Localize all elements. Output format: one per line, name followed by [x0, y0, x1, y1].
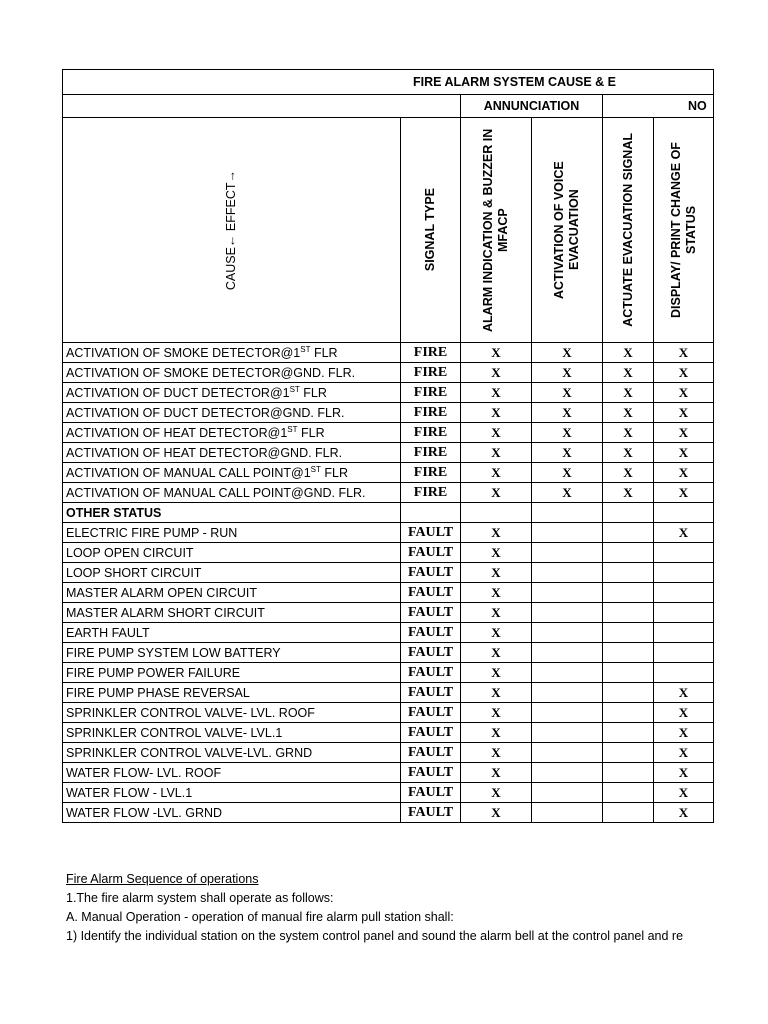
voice-evacuation-cell: X: [532, 443, 603, 463]
signal-type-cell: FAULT: [401, 763, 461, 783]
voice-evacuation-cell: [532, 523, 603, 543]
display-print-cell: X: [654, 523, 714, 543]
cause-cell: [63, 563, 401, 583]
evacuation-signal-cell: [603, 803, 654, 823]
evacuation-signal-cell: X: [603, 363, 654, 383]
cause-text: FIRE PUMP PHASE REVERSAL: [66, 685, 250, 700]
voice-evacuation-cell: [532, 703, 603, 723]
alarm-indication-cell: X: [461, 683, 532, 703]
cause-text: WATER FLOW- LVL. ROOF: [66, 765, 222, 780]
voice-evacuation-cell: [532, 683, 603, 703]
signal-type-cell: FAULT: [401, 543, 461, 563]
table-row: [63, 403, 714, 423]
evacuation-signal-cell: [603, 783, 654, 803]
table-row: [63, 343, 714, 363]
group-blank-cell: [63, 95, 461, 118]
evacuation-signal-cell: [603, 763, 654, 783]
display-print-cell: X: [654, 703, 714, 723]
voice-evacuation-cell: X: [532, 363, 603, 383]
cause-text: FIRE PUMP SYSTEM LOW BATTERY: [66, 645, 281, 660]
alarm-indication-cell: X: [461, 743, 532, 763]
table-row: [63, 563, 714, 583]
alarm-indication-cell: X: [461, 663, 532, 683]
table-row: [63, 603, 714, 623]
table-row: [63, 503, 714, 523]
voice-evacuation-cell: [532, 503, 603, 523]
matrix-title-cell: [63, 70, 714, 95]
notes-section: [66, 870, 683, 946]
signal-type-cell: FAULT: [401, 623, 461, 643]
header-display-print: [654, 118, 714, 343]
header-signal-type: [401, 118, 461, 343]
signal-type-cell: FAULT: [401, 603, 461, 623]
cause-suffix: FLR: [299, 385, 327, 400]
display-print-cell: [654, 503, 714, 523]
table-row: [63, 803, 714, 823]
alarm-indication-cell: X: [461, 543, 532, 563]
evacuation-signal-cell: X: [603, 403, 654, 423]
signal-type-label: SIGNAL TYPE: [423, 188, 437, 272]
table-row: [63, 763, 714, 783]
header-evacuation-signal: [603, 118, 654, 343]
group-annunciation: ANNUNCIATION: [461, 95, 603, 118]
cause-cell: [63, 523, 401, 543]
display-print-cell: [654, 603, 714, 623]
table-row: [63, 663, 714, 683]
evacuation-signal-cell: [603, 523, 654, 543]
signal-type-cell: FAULT: [401, 583, 461, 603]
signal-type-cell: FAULT: [401, 663, 461, 683]
cause-cell: [63, 343, 401, 363]
cause-superscript: ST: [300, 344, 311, 354]
table-row: [63, 423, 714, 443]
table-row: [63, 443, 714, 463]
matrix-title: FIRE ALARM SYSTEM CAUSE & E: [413, 75, 617, 89]
signal-type-cell: FIRE: [401, 343, 461, 363]
table-row: [63, 583, 714, 603]
display-print-cell: X: [654, 463, 714, 483]
notes-line: A. Manual Operation - operation of manual fire alarm pull station shall:: [66, 910, 454, 924]
display-print-cell: X: [654, 363, 714, 383]
cause-effect-matrix: [62, 69, 714, 823]
signal-type-cell: [401, 503, 461, 523]
alarm-indication-cell: X: [461, 643, 532, 663]
alarm-indication-label: ALARM INDICATION & BUZZER IN MFACP: [481, 128, 510, 332]
evacuation-signal-cell: [603, 623, 654, 643]
alarm-indication-cell: X: [461, 363, 532, 383]
cause-text: ACTIVATION OF DUCT DETECTOR@GND. FLR.: [66, 405, 345, 420]
cause-text: MASTER ALARM SHORT CIRCUIT: [66, 605, 265, 620]
signal-type-cell: FAULT: [401, 703, 461, 723]
cause-text: EARTH FAULT: [66, 625, 150, 640]
display-print-cell: X: [654, 443, 714, 463]
display-print-cell: X: [654, 723, 714, 743]
cause-cell: [63, 503, 401, 523]
group-row: [63, 95, 714, 118]
cause-text: LOOP OPEN CIRCUIT: [66, 545, 194, 560]
voice-evacuation-cell: [532, 763, 603, 783]
evacuation-signal-cell: X: [603, 343, 654, 363]
cause-text: ACTIVATION OF MANUAL CALL POINT@1: [66, 465, 311, 480]
table-row: [63, 783, 714, 803]
cause-cell: [63, 383, 401, 403]
signal-type-cell: FIRE: [401, 483, 461, 503]
voice-evacuation-cell: [532, 543, 603, 563]
display-print-cell: [654, 583, 714, 603]
table-row: [63, 683, 714, 703]
display-print-cell: X: [654, 483, 714, 503]
display-print-cell: [654, 563, 714, 583]
voice-evacuation-label: ACTIVATION OF VOICE EVACUATION: [552, 161, 581, 299]
alarm-indication-cell: X: [461, 383, 532, 403]
header-voice-evacuation: [532, 118, 603, 343]
alarm-indication-cell: X: [461, 563, 532, 583]
notes-heading: Fire Alarm Sequence of operations: [66, 872, 259, 886]
alarm-indication-cell: X: [461, 483, 532, 503]
cause-cell: [63, 643, 401, 663]
alarm-indication-cell: X: [461, 403, 532, 423]
cause-superscript: ST: [287, 424, 298, 434]
cause-cell: [63, 423, 401, 443]
header-alarm-indication: [461, 118, 532, 343]
signal-type-cell: FIRE: [401, 463, 461, 483]
cause-effect-label: CAUSE← EFFECT→: [224, 169, 238, 291]
voice-evacuation-cell: [532, 643, 603, 663]
cause-cell: [63, 443, 401, 463]
alarm-indication-cell: X: [461, 763, 532, 783]
notes-line: 1.The fire alarm system shall operate as follows:: [66, 891, 334, 905]
table-row: [63, 743, 714, 763]
evacuation-signal-cell: [603, 603, 654, 623]
cause-text: FIRE PUMP POWER FAILURE: [66, 665, 241, 680]
alarm-indication-cell: [461, 503, 532, 523]
cause-text: ACTIVATION OF HEAT DETECTOR@1: [66, 425, 288, 440]
display-print-cell: [654, 623, 714, 643]
voice-evacuation-cell: [532, 583, 603, 603]
cause-suffix: FLR: [320, 465, 348, 480]
cause-text: ACTIVATION OF MANUAL CALL POINT@GND. FLR.: [66, 485, 366, 500]
voice-evacuation-cell: [532, 783, 603, 803]
voice-evacuation-cell: X: [532, 423, 603, 443]
signal-type-cell: FAULT: [401, 563, 461, 583]
title-row: [63, 70, 714, 95]
alarm-indication-cell: X: [461, 463, 532, 483]
cause-cell: [63, 403, 401, 423]
display-print-cell: X: [654, 423, 714, 443]
display-print-cell: [654, 663, 714, 683]
alarm-indication-cell: X: [461, 583, 532, 603]
signal-type-cell: FAULT: [401, 723, 461, 743]
voice-evacuation-cell: X: [532, 463, 603, 483]
signal-type-cell: FIRE: [401, 383, 461, 403]
evacuation-signal-cell: [603, 583, 654, 603]
table-row: [63, 383, 714, 403]
table-row: [63, 643, 714, 663]
header-cause-effect: [63, 118, 401, 343]
table-row: [63, 483, 714, 503]
display-print-cell: X: [654, 343, 714, 363]
display-print-cell: X: [654, 383, 714, 403]
cause-cell: [63, 743, 401, 763]
evacuation-signal-label: ACTUATE EVACUATION SIGNAL: [620, 133, 635, 327]
signal-type-cell: FIRE: [401, 363, 461, 383]
display-print-cell: [654, 643, 714, 663]
voice-evacuation-cell: [532, 603, 603, 623]
evacuation-signal-cell: [603, 703, 654, 723]
voice-evacuation-cell: [532, 563, 603, 583]
signal-type-cell: FIRE: [401, 443, 461, 463]
cause-cell: [63, 543, 401, 563]
signal-type-cell: FAULT: [401, 683, 461, 703]
signal-type-cell: FAULT: [401, 523, 461, 543]
table-row: [63, 363, 714, 383]
voice-evacuation-cell: [532, 723, 603, 743]
cause-cell: [63, 483, 401, 503]
display-print-cell: X: [654, 403, 714, 423]
cause-cell: [63, 663, 401, 683]
cause-cell: [63, 803, 401, 823]
signal-type-cell: FIRE: [401, 403, 461, 423]
cause-superscript: ST: [289, 384, 300, 394]
evacuation-signal-cell: X: [603, 483, 654, 503]
alarm-indication-cell: X: [461, 343, 532, 363]
evacuation-signal-cell: X: [603, 423, 654, 443]
signal-type-cell: FIRE: [401, 423, 461, 443]
alarm-indication-cell: X: [461, 623, 532, 643]
alarm-indication-cell: X: [461, 443, 532, 463]
evacuation-signal-cell: [603, 743, 654, 763]
display-print-cell: X: [654, 783, 714, 803]
display-print-cell: [654, 543, 714, 563]
display-print-cell: X: [654, 803, 714, 823]
evacuation-signal-cell: [603, 723, 654, 743]
evacuation-signal-cell: [603, 543, 654, 563]
evacuation-signal-cell: X: [603, 443, 654, 463]
table-row: [63, 543, 714, 563]
alarm-indication-cell: X: [461, 803, 532, 823]
cause-cell: [63, 683, 401, 703]
cause-suffix: FLR: [310, 345, 338, 360]
voice-evacuation-cell: X: [532, 383, 603, 403]
cause-text: WATER FLOW - LVL.1: [66, 785, 193, 800]
signal-type-cell: FAULT: [401, 743, 461, 763]
notes-line: 1) Identify the individual station on the system control panel and sound the alarm bell at the control panel and re: [66, 929, 684, 943]
voice-evacuation-cell: [532, 623, 603, 643]
evacuation-signal-cell: X: [603, 463, 654, 483]
voice-evacuation-cell: [532, 663, 603, 683]
voice-evacuation-cell: X: [532, 403, 603, 423]
cause-text: ACTIVATION OF SMOKE DETECTOR@1: [66, 345, 301, 360]
signal-type-cell: FAULT: [401, 643, 461, 663]
voice-evacuation-cell: [532, 743, 603, 763]
cause-cell: [63, 703, 401, 723]
display-print-cell: X: [654, 683, 714, 703]
cause-suffix: FLR: [297, 425, 325, 440]
cause-text: OTHER STATUS: [66, 505, 162, 520]
cause-text: ACTIVATION OF HEAT DETECTOR@GND. FLR.: [66, 445, 343, 460]
display-print-label: DISPLAY/ PRINT CHANGE OF STATUS: [668, 142, 698, 318]
cause-text: ELECTRIC FIRE PUMP - RUN: [66, 525, 238, 540]
voice-evacuation-cell: X: [532, 483, 603, 503]
cause-superscript: ST: [310, 464, 321, 474]
evacuation-signal-cell: [603, 643, 654, 663]
cause-text: ACTIVATION OF SMOKE DETECTOR@GND. FLR.: [66, 365, 356, 380]
table-row: [63, 703, 714, 723]
table-row: [63, 723, 714, 743]
evacuation-signal-cell: [603, 563, 654, 583]
cause-text: LOOP SHORT CIRCUIT: [66, 565, 202, 580]
cause-text: SPRINKLER CONTROL VALVE- LVL.1: [66, 725, 283, 740]
cause-text: MASTER ALARM OPEN CIRCUIT: [66, 585, 257, 600]
alarm-indication-cell: X: [461, 703, 532, 723]
alarm-indication-cell: X: [461, 603, 532, 623]
voice-evacuation-cell: X: [532, 343, 603, 363]
header-row: [63, 118, 714, 343]
evacuation-signal-cell: [603, 683, 654, 703]
evacuation-signal-cell: [603, 663, 654, 683]
table-row: [63, 623, 714, 643]
display-print-cell: X: [654, 743, 714, 763]
alarm-indication-cell: X: [461, 423, 532, 443]
voice-evacuation-cell: [532, 803, 603, 823]
signal-type-cell: FAULT: [401, 803, 461, 823]
cause-cell: [63, 783, 401, 803]
alarm-indication-cell: X: [461, 523, 532, 543]
cause-text: ACTIVATION OF DUCT DETECTOR@1: [66, 385, 290, 400]
cause-cell: [63, 463, 401, 483]
display-print-cell: X: [654, 763, 714, 783]
cause-cell: [63, 723, 401, 743]
cause-text: SPRINKLER CONTROL VALVE-LVL. GRND: [66, 745, 313, 760]
cause-cell: [63, 623, 401, 643]
alarm-indication-cell: X: [461, 723, 532, 743]
cause-cell: [63, 603, 401, 623]
group-notification: NO: [603, 95, 714, 118]
alarm-indication-cell: X: [461, 783, 532, 803]
cause-cell: [63, 763, 401, 783]
evacuation-signal-cell: [603, 503, 654, 523]
cause-text: WATER FLOW -LVL. GRND: [66, 805, 223, 820]
table-row: [63, 463, 714, 483]
cause-cell: [63, 583, 401, 603]
cause-cell: [63, 363, 401, 383]
cause-text: SPRINKLER CONTROL VALVE- LVL. ROOF: [66, 705, 315, 720]
signal-type-cell: FAULT: [401, 783, 461, 803]
table-row: [63, 523, 714, 543]
evacuation-signal-cell: X: [603, 383, 654, 403]
